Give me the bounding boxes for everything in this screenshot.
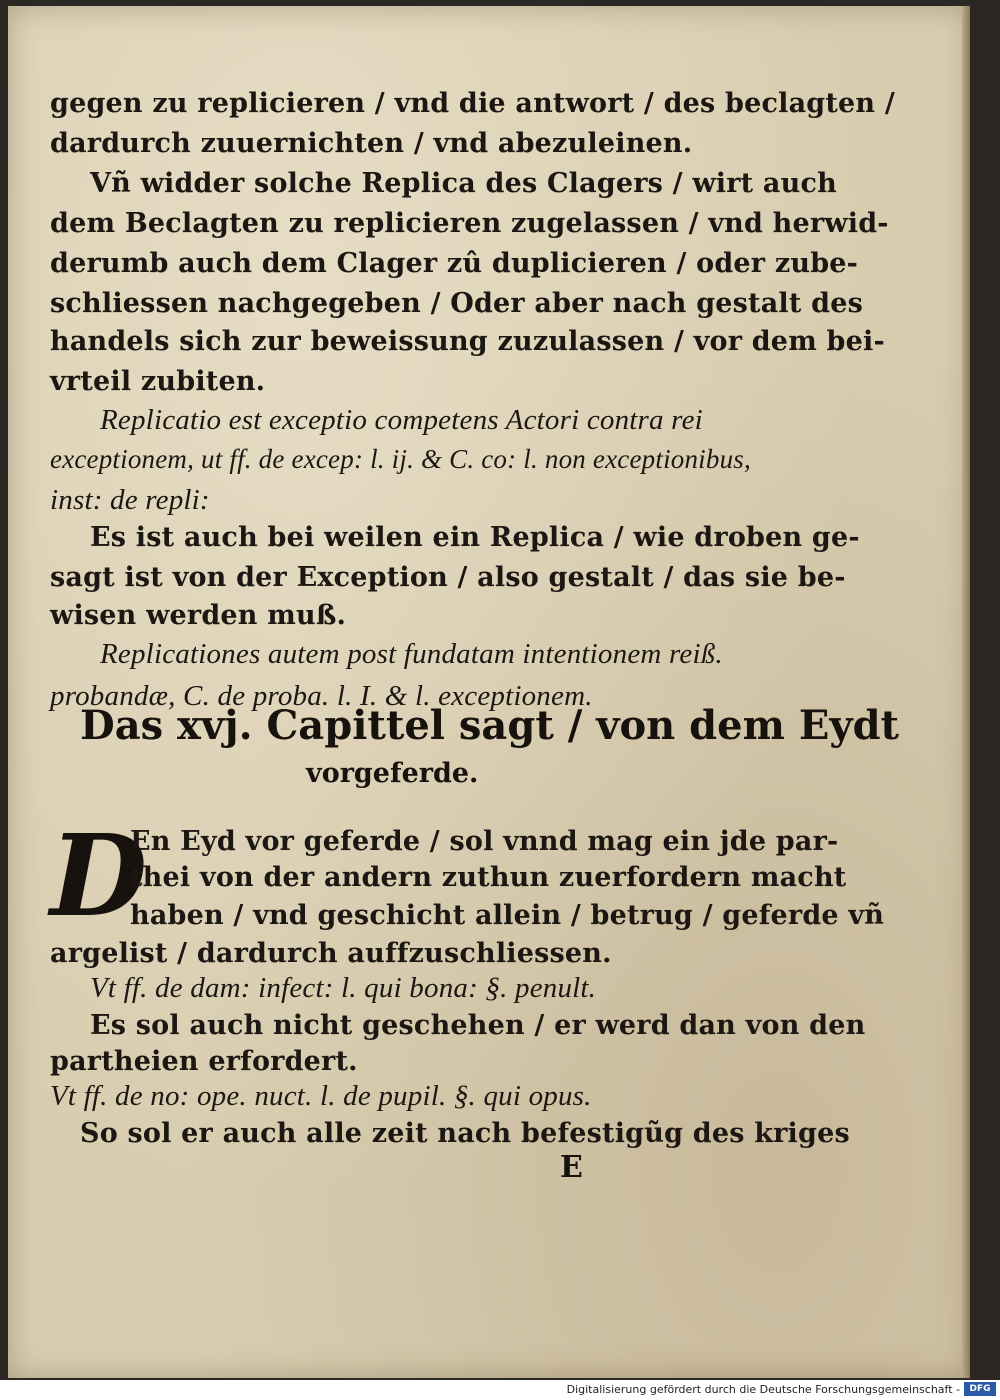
text-line: argelist / dardurch auffzuschliessen. — [50, 938, 612, 969]
latin-citation-line: exceptionem, ut ff. de excep: l. ij. & C. co: l. non exceptionibus, — [50, 444, 751, 474]
text-line: vrteil zubiten. — [50, 366, 266, 397]
text-line: dardurch zuuernichten / vnd abezuleinen. — [50, 128, 693, 159]
text-line: handels sich zur beweissung zuzulassen / vor dem bei- — [50, 326, 885, 357]
dfg-logo[interactable]: DFG — [964, 1382, 996, 1396]
text-line: dem Beclagten zu replicieren zugelassen / vnd herwid- — [50, 208, 889, 239]
signature-mark: E — [560, 1150, 583, 1185]
latin-citation-line: probandæ, C. de proba. l. I. & l. exceptionem. — [50, 680, 593, 712]
latin-citation-line: inst: de repli: — [50, 484, 210, 516]
page-gutter — [962, 6, 970, 1378]
chapter-heading-continuation: vorgeferde. — [306, 758, 479, 789]
text-line: Vñ widder solche Replica des Clagers / wirt auch — [90, 168, 837, 199]
text-line: partheien erfordert. — [50, 1046, 358, 1077]
chapter-heading: Das xvj. Capittel sagt / von dem Eydt — [80, 702, 900, 749]
footer-credit: Digitalisierung gefördert durch die Deutsche Forschungsgemeinschaft - — [566, 1383, 960, 1396]
decorated-initial: D — [50, 811, 148, 942]
text-line: En Eyd vor geferde / sol vnnd mag ein jde par- — [130, 826, 839, 857]
text-line: gegen zu replicieren / vnd die antwort / des beclagten / — [50, 88, 895, 119]
text-line: wisen werden muß. — [50, 600, 347, 631]
text-line: Es sol auch nicht geschehen / er werd dan von den — [90, 1010, 866, 1041]
text-line: Es ist auch bei weilen ein Replica / wie droben ge- — [90, 522, 860, 553]
latin-citation-line: Vt ff. de no: ope. nuct. l. de pupil. §. qui opus. — [50, 1080, 592, 1112]
text-line: schliessen nachgegeben / Oder aber nach gestalt des — [50, 288, 864, 319]
text-line: derumb auch dem Clager zû duplicieren / oder zube- — [50, 248, 859, 279]
text-line: So sol er auch alle zeit nach befestigũg des kriges — [80, 1118, 850, 1149]
latin-citation-line: Vt ff. de dam: infect: l. qui bona: §. penult. — [90, 972, 597, 1004]
latin-citation-line: Replicationes autem post fundatam intentionem reiß. — [100, 638, 723, 670]
text-line: thei von der andern zuthun zuerfordern macht — [130, 862, 847, 893]
text-line: sagt ist von der Exception / also gestalt / das sie be- — [50, 562, 846, 593]
text-line: haben / vnd geschicht allein / betrug / geferde vñ — [130, 900, 885, 931]
latin-citation-line: Replicatio est exceptio competens Actori contra rei — [100, 404, 703, 436]
